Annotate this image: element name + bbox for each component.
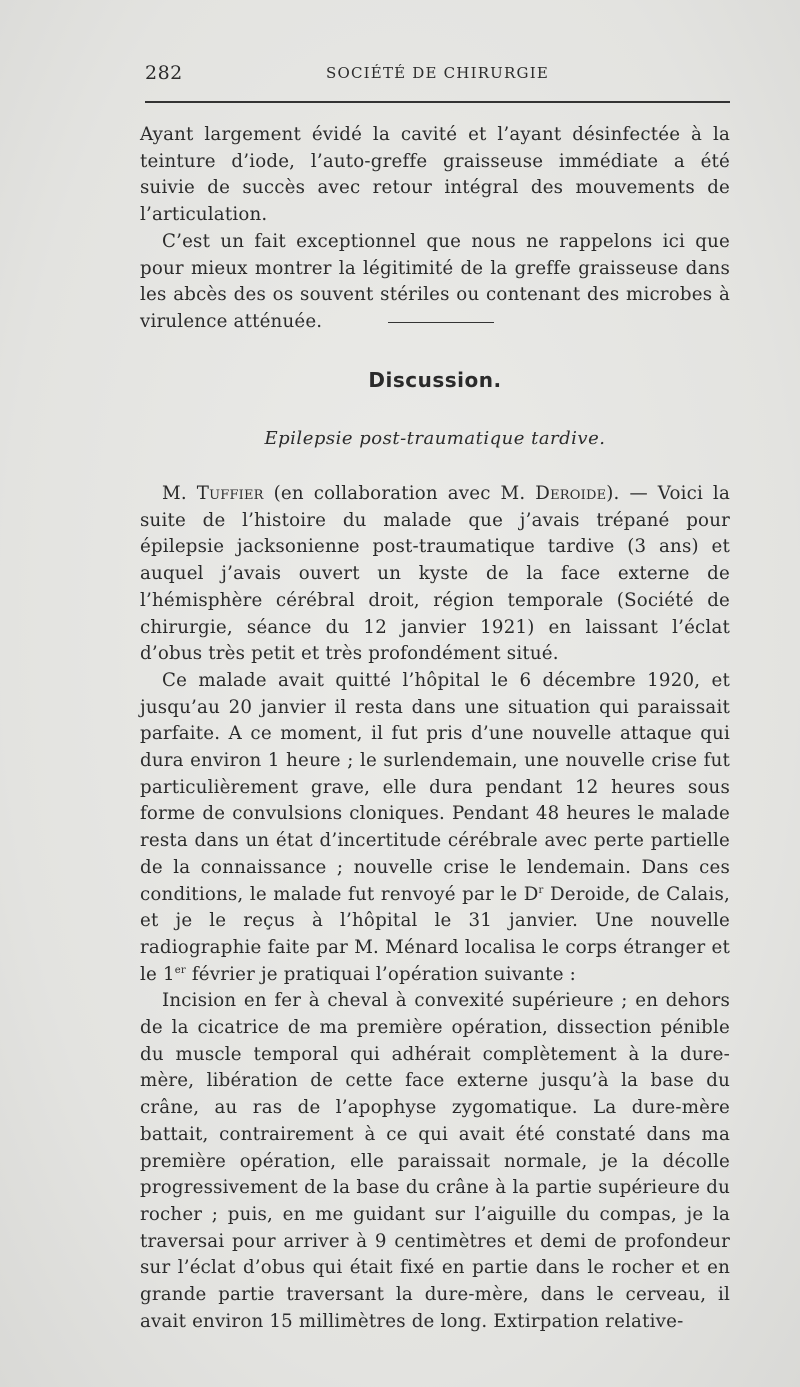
- text-run: M.: [162, 483, 197, 504]
- paragraph: C’est un fait exceptionnel que nous ne rappelons ici que pour mieux montrer la légitimité de la greffe graisseuse dans les abcès des os souvent stériles ou contenant des microbes à virulence atténuée.: [140, 230, 730, 332]
- text-run: février je pratiquai l’opération suivante :: [185, 963, 576, 985]
- section-subtitle: Epilepsie post-traumatique tardive.: [264, 428, 606, 449]
- header-rule: [145, 101, 730, 103]
- text-run: Ce malade avait quitté l’hôpital le 6 décembre 1920, et jusqu’au 20 janvier il resta dans une situation qui paraissait parfaite. A ce moment, il fut pris d’une nouvelle attaque qui dura environ 1 heure ; le surlendemain, une nouvelle crise fut particulièrement grave, elle dura pendant 12 heures sous forme de convulsions cloniques. Pendant 48 heures le malade resta dans un état d’incertitude cérébrale avec perte partielle de la connaissance ; nouvelle crise le lendemain. Dans ces conditions, le malade fut renvoyé par le D: [140, 669, 730, 905]
- paragraph: Ayant largement évidé la cavité et l’ayant désinfectée à la teinture d’iode, l’auto-greffe graisseuse immédiate a été suivie de succès avec retour intégral des mouvements de l’articulation.: [140, 124, 730, 226]
- text-run: (en collaboration avec M.: [263, 483, 536, 504]
- paragraph: [140, 481, 730, 668]
- coauthor-name: Deroide: [535, 483, 607, 504]
- text-run: ). — Voici la suite de l’histoire du malade que j’avais trépané pour épilepsie jacksonienne post-traumatique tardive (3 ans) et auquel j’avais ouvert un kyste de la face externe de l’hémisphère cérébral droit, région temporale (Société de chirurgie, séance du 12 janvier 1921) en laissant l’éclat d’obus très petit et très profondément situé.: [140, 483, 730, 665]
- discussion-body: [140, 481, 730, 1336]
- text-run: Deroide, de Calais, et je le reçus à l’hôpital le 31 janvier. Une nouvelle radiographie faite par M. Ménard localisa le corps étranger et le 1: [140, 883, 730, 985]
- superscript: er: [174, 964, 186, 976]
- author-name: Tuffier: [196, 483, 264, 504]
- page-number: 282: [145, 62, 183, 84]
- section-heading: Discussion.: [368, 368, 502, 392]
- page-header: [145, 62, 730, 88]
- previous-article-end: [140, 122, 730, 336]
- paragraph: [140, 668, 730, 988]
- running-title: SOCIÉTÉ DE CHIRURGIE: [326, 64, 549, 82]
- paragraph: Incision en fer à cheval à convexité supérieure ; en dehors de la cicatrice de ma première opération, dissection pénible du muscle temporal qui adhérait complètement à la dure-mère, libération de cette face externe jusqu’à la base du crâne, au ras de l’apophyse zygomatique. La dure-mère battait, contrairement à ce qui avait été constaté dans ma première opération, elle paraissait normale, je la décolle progressivement de la base du crâne à la partie supérieure du rocher ; puis, en me guidant sur l’aiguille du compas, je la traversai pour arriver à 9 centimètres et demi de profondeur sur l’éclat d’obus qui était fixé en partie dans le rocher et en grande partie traversant la dure-mère, dans le cerveau, il avait environ 15 millimètres de long. Extirpation relative-: [140, 990, 730, 1332]
- superscript: r: [538, 884, 544, 896]
- section-separator: [388, 322, 494, 323]
